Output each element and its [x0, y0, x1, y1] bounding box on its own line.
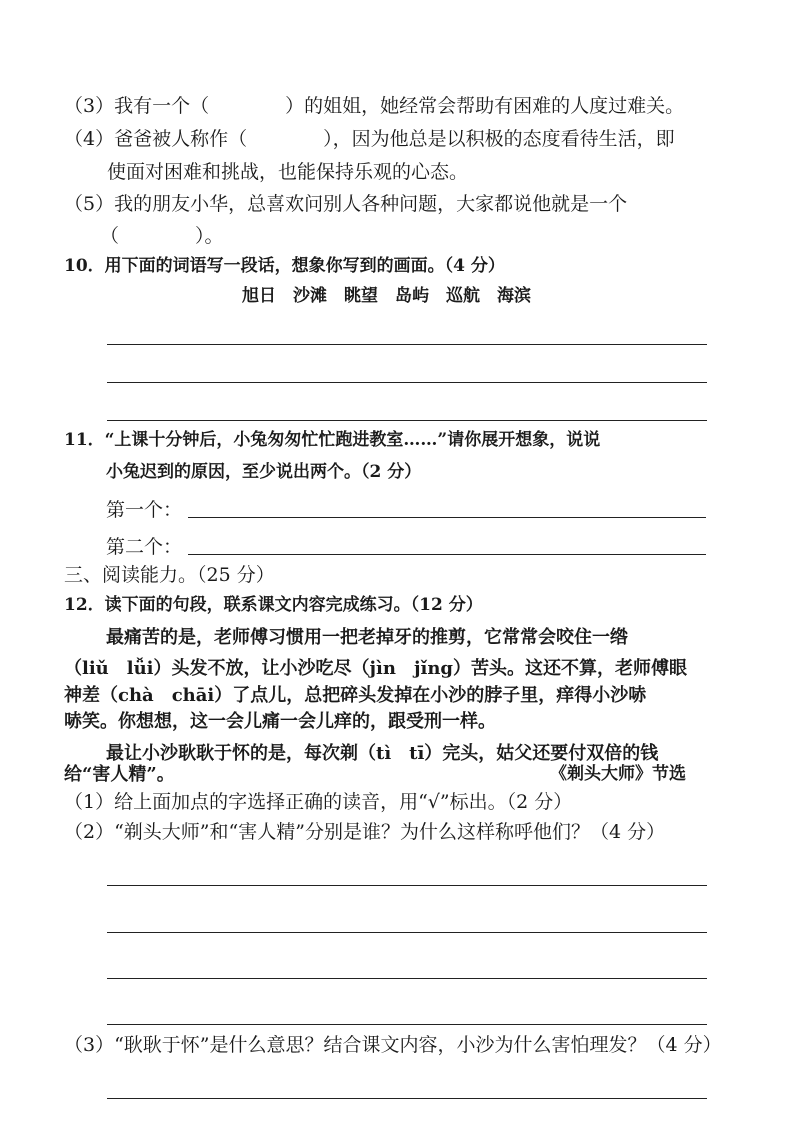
q11-first-label: 第一个： — [106, 499, 183, 521]
pinyin-option[interactable]: （jìn jǐng） — [351, 658, 471, 679]
q12-sub1: （1）给上面加点的字选择正确的读音，用“√”标出。（2 分） — [64, 791, 573, 813]
passage-text: 苦头。这还不算，老师傅眼 — [471, 658, 687, 679]
passage-text: 最让小沙耿耿于怀的是，每次剃 — [106, 743, 358, 764]
passage-line — [106, 745, 658, 763]
q11-first-answer-line[interactable] — [188, 517, 706, 518]
q9-item-5-line1: （5）我的朋友小华，总喜欢问别人各种问题，大家都说他就是一个 — [64, 193, 628, 215]
answer-line[interactable] — [107, 932, 707, 933]
answer-line[interactable] — [107, 978, 707, 979]
q12-sub2: （2）“剃头大师”和“害人精”分别是谁？为什么这样称呼他们？（4 分） — [64, 821, 666, 843]
pinyin-option[interactable]: （liǔ lǚi） — [64, 658, 172, 679]
answer-line[interactable] — [107, 1024, 707, 1025]
q9-item-4-line1: （4）爸爸被人称作（ ），因为他总是以积极的态度看待生活，即 — [64, 128, 675, 150]
pinyin-option[interactable]: （chà chāi） — [100, 685, 233, 706]
passage-text: 头发不放，让小沙吃尽 — [171, 658, 352, 679]
q11-second-answer-line[interactable] — [188, 554, 706, 555]
passage-line: 最痛苦的是，老师傅习惯用一把老掉牙的推剪，它常常会咬住一绺 — [106, 627, 628, 648]
q12-prompt: 12．读下面的句段，联系课文内容完成练习。（12 分） — [64, 595, 483, 615]
section-heading: 三、阅读能力。（25 分） — [64, 564, 275, 586]
q9-item-5-line2: （ ）。 — [100, 225, 224, 247]
pinyin-option[interactable]: （tì tī） — [358, 743, 443, 764]
q9-item-3: （3）我有一个（ ）的姐姐，她经常会帮助有困难的人度过难关。 — [64, 95, 685, 117]
q11-second-label: 第二个： — [106, 536, 183, 558]
passage-line — [64, 660, 687, 678]
q11-prompt-line1: 11．“上课十分钟后，小兔匆匆忙忙跑进教室……”请你展开想象，说说 — [64, 430, 601, 450]
passage-line: 给“害人精”。 — [64, 764, 175, 785]
q11-prompt-line2: 小兔迟到的原因，至少说出两个。（2 分） — [106, 462, 422, 482]
answer-line[interactable] — [107, 344, 707, 345]
q9-item-4-line2: 使面对困难和挑战，也能保持乐观的心态。 — [107, 161, 469, 183]
passage-line — [64, 687, 646, 705]
passage-text: 了点儿，总把碎头发掉在小沙的脖子里，痒得小沙哧 — [232, 685, 647, 706]
q10-word-list: 旭日 沙滩 眺望 岛屿 巡航 海滨 — [242, 286, 531, 306]
passage-line: 哧笑。你想想，这一会儿痛一会儿痒的，跟受刑一样。 — [64, 711, 496, 732]
passage-text: 完头，姑父还要付双倍的钱 — [442, 743, 659, 764]
passage-text: 神差 — [64, 685, 100, 706]
answer-line[interactable] — [107, 885, 707, 886]
answer-line[interactable] — [107, 1098, 707, 1099]
answer-line[interactable] — [107, 420, 707, 421]
answer-line[interactable] — [107, 382, 707, 383]
q10-prompt: 10．用下面的词语写一段话，想象你写到的画面。（4 分） — [64, 256, 505, 276]
passage-source: 《剃头大师》节选 — [550, 764, 686, 784]
q12-sub3: （3）“耿耿于怀”是什么意思？结合课文内容，小沙为什么害怕理发？（4 分） — [64, 1034, 722, 1056]
